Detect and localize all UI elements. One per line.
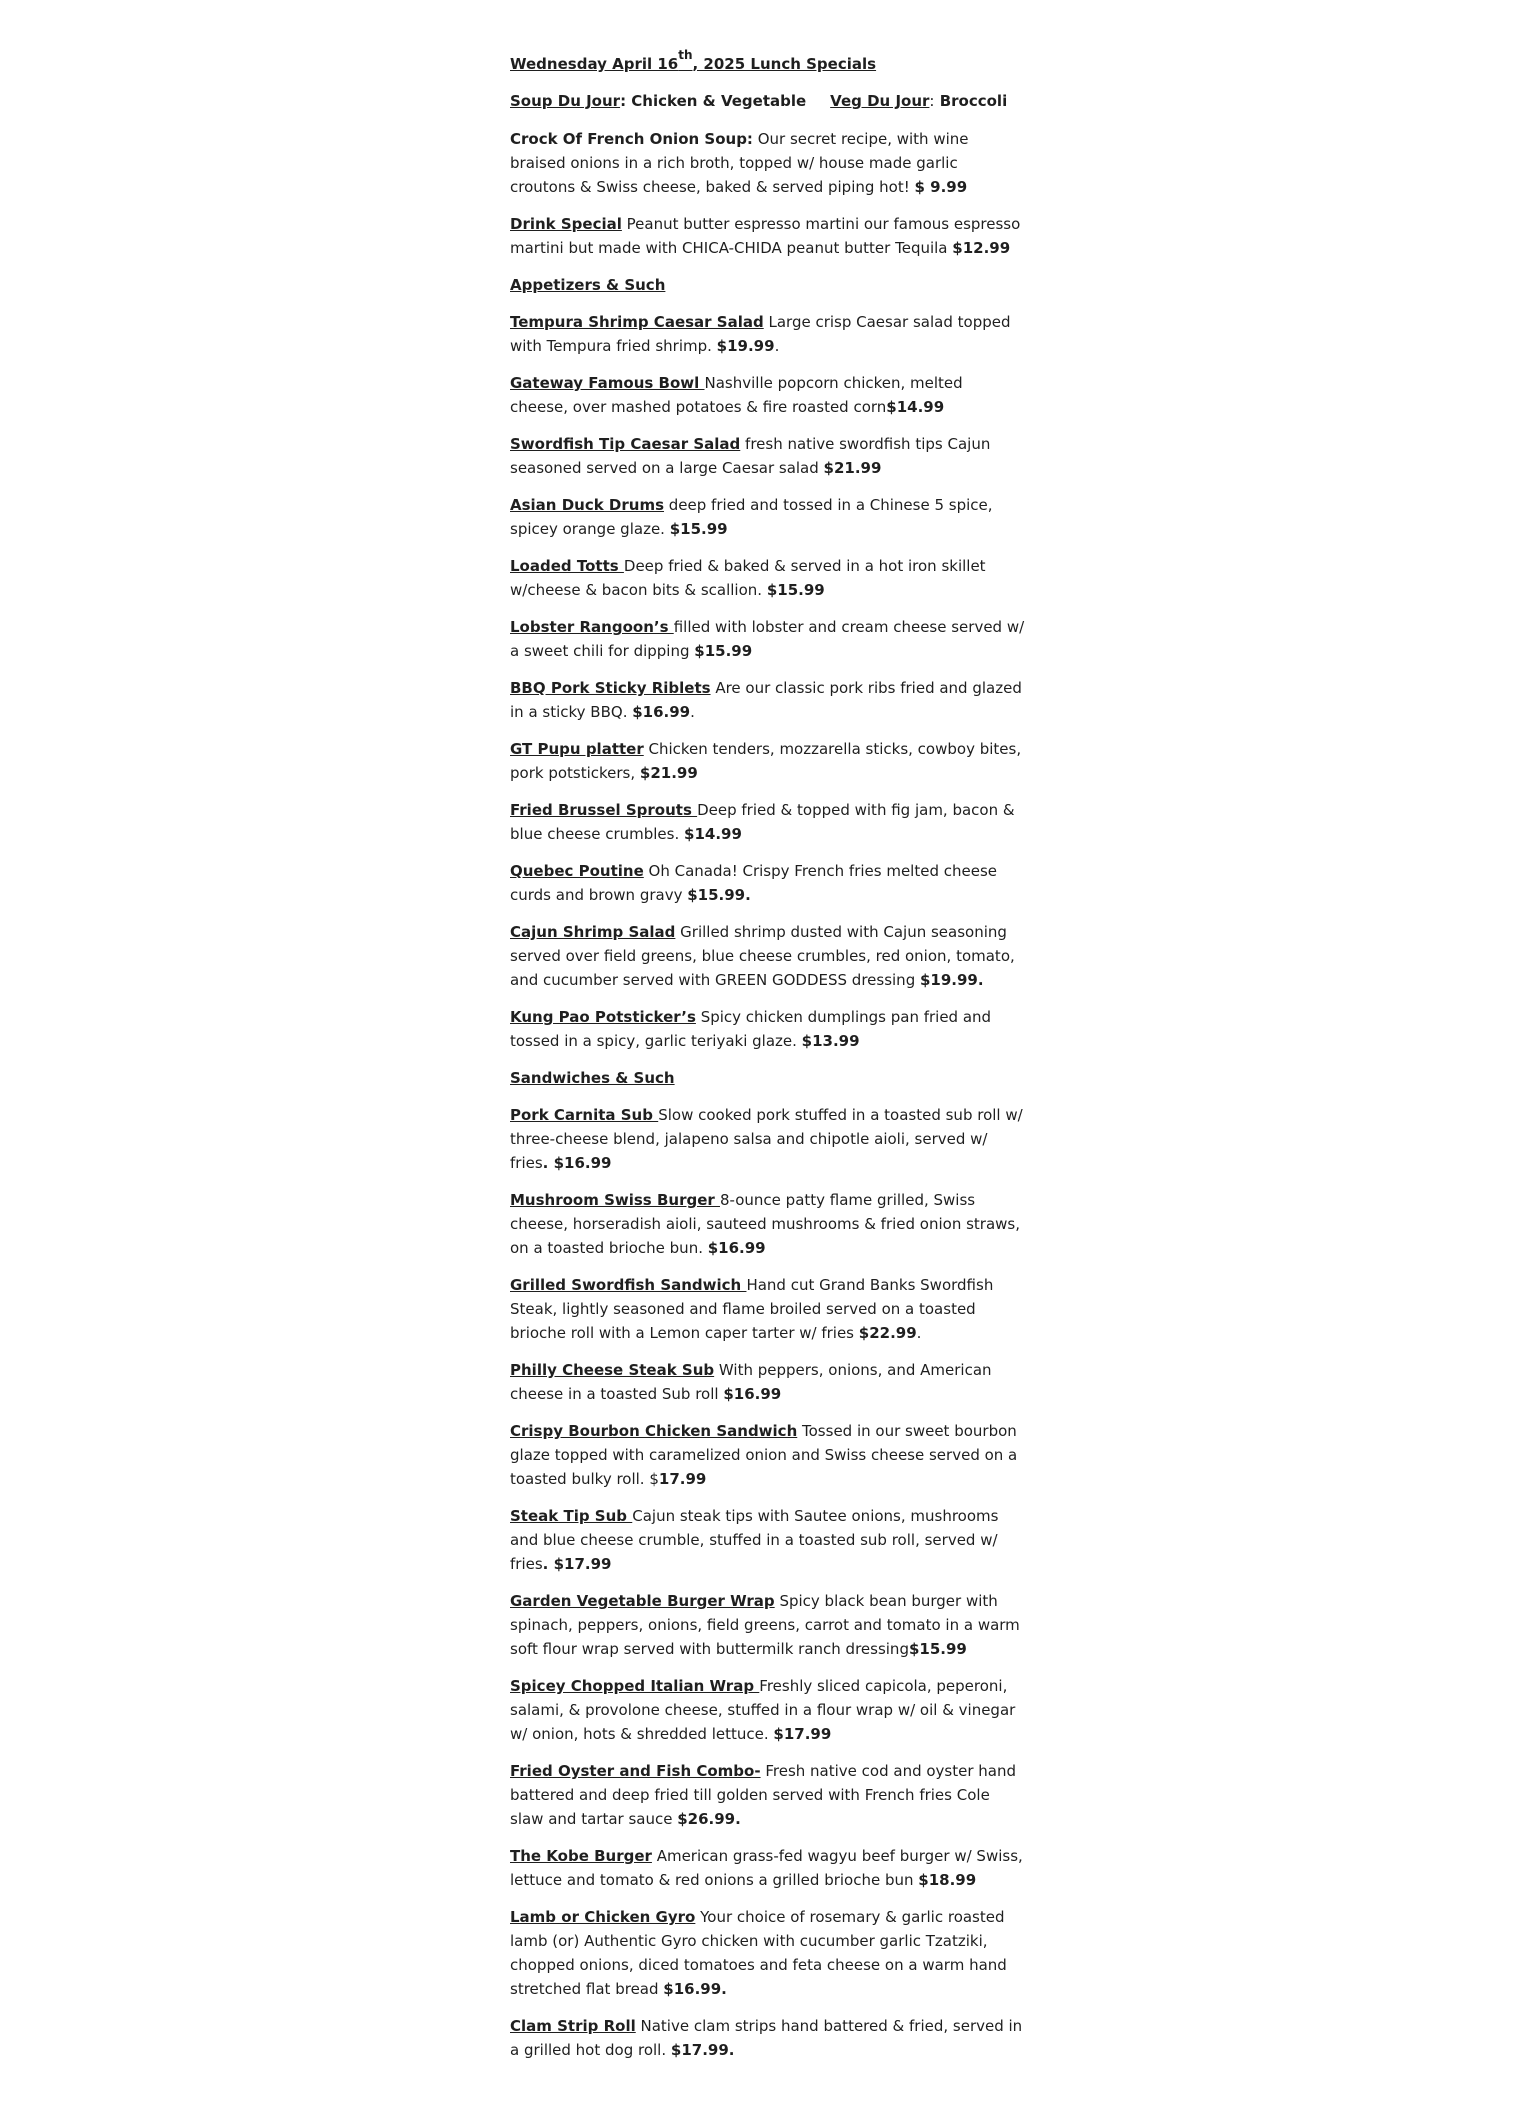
item-price: $15.99: [669, 520, 728, 538]
list-item: [510, 1759, 1025, 1831]
item-name: Loaded Totts: [510, 557, 624, 575]
soup-du-jour-value: : Chicken & Vegetable: [620, 92, 807, 110]
item-name: Gateway Famous Bowl: [510, 374, 705, 392]
item-name: Kung Pao Potsticker’s: [510, 1008, 696, 1026]
item-description: Your choice of rosemary & garlic roasted lamb (or) Authentic Gyro chicken with cucumber garlic Tzatziki, chopped onions, diced tomatoes and feta cheese on a warm hand stretched flat bread: [510, 1908, 1007, 1998]
item-description: Deep fried & baked & served in a hot iron skillet w/cheese & bacon bits & scallion.: [510, 557, 986, 599]
item-description: Cajun steak tips with Sautee onions, mushrooms and blue cheese crumble, stuffed in a toasted sub roll, served w/ fries: [510, 1507, 999, 1573]
item-after: .: [916, 1324, 922, 1342]
soup-du-jour-label: Soup Du Jour: [510, 92, 621, 110]
item-description: Are our classic pork ribs fried and glazed in a sticky BBQ.: [510, 679, 1022, 721]
title-superscript: th: [678, 48, 693, 62]
item-name: GT Pupu platter: [510, 740, 644, 758]
item-name: Lobster Rangoon’s: [510, 618, 674, 636]
item-price: . $16.99: [542, 1154, 612, 1172]
item-price: $16.99: [632, 703, 691, 721]
item-price: $26.99.: [677, 1810, 741, 1828]
item-price: $15.99.: [687, 886, 751, 904]
veg-du-jour-label: Veg Du Jour: [830, 92, 930, 110]
item-price: . $17.99: [542, 1555, 612, 1573]
item-price: $19.99.: [919, 971, 984, 989]
item-description: Our secret recipe, with wine braised onions in a rich broth, topped w/ house made garlic croutons & Swiss cheese, baked & served piping hot!: [510, 130, 969, 196]
sandwiches-list: [510, 1103, 1025, 2062]
item-price: $ 9.99: [914, 178, 968, 196]
item-name: Philly Cheese Steak Sub: [510, 1361, 715, 1379]
specials-list: [510, 127, 1025, 260]
item-description: Peanut butter espresso martini our famous espresso martini but made with CHICA-CHIDA peanut butter Tequila: [510, 215, 1021, 257]
item-price: $13.99: [801, 1032, 860, 1050]
item-price: $15.99: [908, 1640, 967, 1658]
item-name: Tempura Shrimp Caesar Salad: [510, 313, 764, 331]
item-description: deep fried and tossed in a Chinese 5 spice, spicey orange glaze.: [510, 496, 993, 538]
item-price: $15.99: [766, 581, 825, 599]
item-description: filled with lobster and cream cheese served w/ a sweet chili for dipping: [510, 618, 1025, 660]
item-name: Garden Vegetable Burger Wrap: [510, 1592, 775, 1610]
item-name: Grilled Swordfish Sandwich: [510, 1276, 747, 1294]
item-name: Drink Special: [510, 215, 622, 233]
item-name: Fried Oyster and Fish Combo-: [510, 1762, 761, 1780]
item-name: Fried Brussel Sprouts: [510, 801, 698, 819]
list-item: [510, 1103, 1025, 1175]
item-name: Lamb or Chicken Gyro: [510, 1908, 696, 1926]
list-item: [510, 310, 1025, 358]
item-name: Pork Carnita Sub: [510, 1106, 659, 1124]
item-description: Fresh native cod and oyster hand battered and deep fried till golden served with French fries Cole slaw and tartar sauce: [510, 1762, 1017, 1828]
list-item: [510, 371, 1025, 419]
item-name: Quebec Poutine: [510, 862, 644, 880]
list-item: [510, 1504, 1025, 1576]
item-name: Clam Strip Roll: [510, 2017, 636, 2035]
item-price: $22.99: [858, 1324, 917, 1342]
list-item: [510, 615, 1025, 663]
item-price: $16.99.: [663, 1980, 727, 1998]
special-item-french-onion-soup: [510, 127, 1025, 199]
sandwiches-header: Sandwiches & Such: [510, 1069, 675, 1087]
du-jour-line: [510, 89, 1025, 113]
item-name: Cajun Shrimp Salad: [510, 923, 676, 941]
item-description: 8-ounce patty flame grilled, Swiss cheese, horseradish aioli, sauteed mushrooms & fried onion straws, on a toasted brioche bun.: [510, 1191, 1021, 1257]
item-description: Tossed in our sweet bourbon glaze topped with caramelized onion and Swiss cheese served on a toasted bulky roll. $: [510, 1422, 1018, 1488]
list-item: [510, 493, 1025, 541]
list-item: [510, 737, 1025, 785]
list-item: [510, 1674, 1025, 1746]
appetizers-header: Appetizers & Such: [510, 276, 666, 294]
list-item: [510, 676, 1025, 724]
item-description: Hand cut Grand Banks Swordfish Steak, lightly seasoned and flame broiled served on a toasted brioche roll with a Lemon caper tarter w/ fries: [510, 1276, 994, 1342]
item-price: $14.99: [886, 398, 945, 416]
item-description: Grilled shrimp dusted with Cajun seasoning served over field greens, blue cheese crumbles, red onion, tomato, and cucumber served with GREEN GODDESS dressing: [510, 923, 1015, 989]
item-name: Asian Duck Drums: [510, 496, 665, 514]
item-name: Steak Tip Sub: [510, 1507, 633, 1525]
item-name: Spicey Chopped Italian Wrap: [510, 1677, 760, 1695]
item-price: $18.99: [918, 1871, 977, 1889]
item-description: Native clam strips hand battered & fried, served in a grilled hot dog roll.: [510, 2017, 1023, 2059]
item-name: BBQ Pork Sticky Riblets: [510, 679, 711, 697]
item-description: Spicy black bean burger with spinach, peppers, onions, field greens, carrot and tomato in a warm soft flour wrap served with buttermilk ranch dressing: [510, 1592, 1020, 1658]
item-description: fresh native swordfish tips Cajun seasoned served on a large Caesar salad: [510, 435, 991, 477]
list-item: [510, 798, 1025, 846]
list-item: [510, 1273, 1025, 1345]
item-description: Slow cooked pork stuffed in a toasted sub roll w/ three-cheese blend, jalapeno salsa and chipotle aioli, served w/ fries: [510, 1106, 1023, 1172]
title-suffix: , 2025 Lunch Specials: [692, 55, 877, 73]
item-description: American grass-fed wagyu beef burger w/ Swiss, lettuce and tomato & red onions a grilled brioche bun: [510, 1847, 1023, 1889]
item-after: .: [690, 703, 695, 721]
special-item-drink: [510, 212, 1025, 260]
item-description: Freshly sliced capicola, peperoni, salami, & provolone cheese, stuffed in a flour wrap w/ oil & vinegar w/ onion, hots & shredded lettuce.: [510, 1677, 1016, 1743]
item-price: $17.99: [773, 1725, 832, 1743]
item-price: $21.99: [639, 764, 698, 782]
list-item: [510, 1358, 1025, 1406]
item-description: Chicken tenders, mozzarella sticks, cowboy bites, pork potstickers,: [510, 740, 1022, 782]
item-name: Crispy Bourbon Chicken Sandwich: [510, 1422, 798, 1440]
item-description: With peppers, onions, and American cheese in a toasted Sub roll: [510, 1361, 992, 1403]
list-item: [510, 1188, 1025, 1260]
item-description: Large crisp Caesar salad topped with Tempura fried shrimp.: [510, 313, 1011, 355]
list-item: [510, 554, 1025, 602]
menu-content: [510, 48, 1025, 2075]
item-price: $16.99: [707, 1239, 766, 1257]
item-description: Nashville popcorn chicken, melted cheese, over mashed potatoes & fire roasted corn: [510, 374, 963, 416]
item-price: $16.99: [723, 1385, 782, 1403]
list-item: [510, 1589, 1025, 1661]
item-description: Deep fried & topped with fig jam, bacon & blue cheese crumbles.: [510, 801, 1015, 843]
item-price: $15.99: [694, 642, 753, 660]
item-name: Swordfish Tip Caesar Salad: [510, 435, 741, 453]
page-title: [510, 48, 1025, 76]
item-price: $12.99: [952, 239, 1011, 257]
list-item: [510, 859, 1025, 907]
veg-du-jour-colon: :: [929, 92, 935, 110]
item-price: 17.99: [658, 1470, 707, 1488]
item-price: $14.99: [684, 825, 742, 843]
list-item: [510, 920, 1025, 992]
item-price: $19.99: [716, 337, 775, 355]
list-item: [510, 1905, 1025, 2001]
item-price: $21.99: [823, 459, 882, 477]
list-item: [510, 2014, 1025, 2062]
list-item: [510, 1005, 1025, 1053]
item-price: $17.99.: [670, 2041, 735, 2059]
veg-du-jour-value: Broccoli: [934, 92, 1008, 110]
item-description: Oh Canada! Crispy French fries melted cheese curds and brown gravy: [510, 862, 997, 904]
title-prefix: Wednesday April 16: [510, 55, 679, 73]
item-after: .: [774, 337, 780, 355]
appetizers-list: [510, 310, 1025, 1053]
item-name: Mushroom Swiss Burger: [510, 1191, 720, 1209]
list-item: [510, 1844, 1025, 1892]
item-description: Spicy chicken dumplings pan fried and tossed in a spicy, garlic teriyaki glaze.: [510, 1008, 992, 1050]
list-item: [510, 432, 1025, 480]
list-item: [510, 1419, 1025, 1491]
item-name: Crock Of French Onion Soup:: [510, 130, 753, 148]
item-name: The Kobe Burger: [510, 1847, 652, 1865]
